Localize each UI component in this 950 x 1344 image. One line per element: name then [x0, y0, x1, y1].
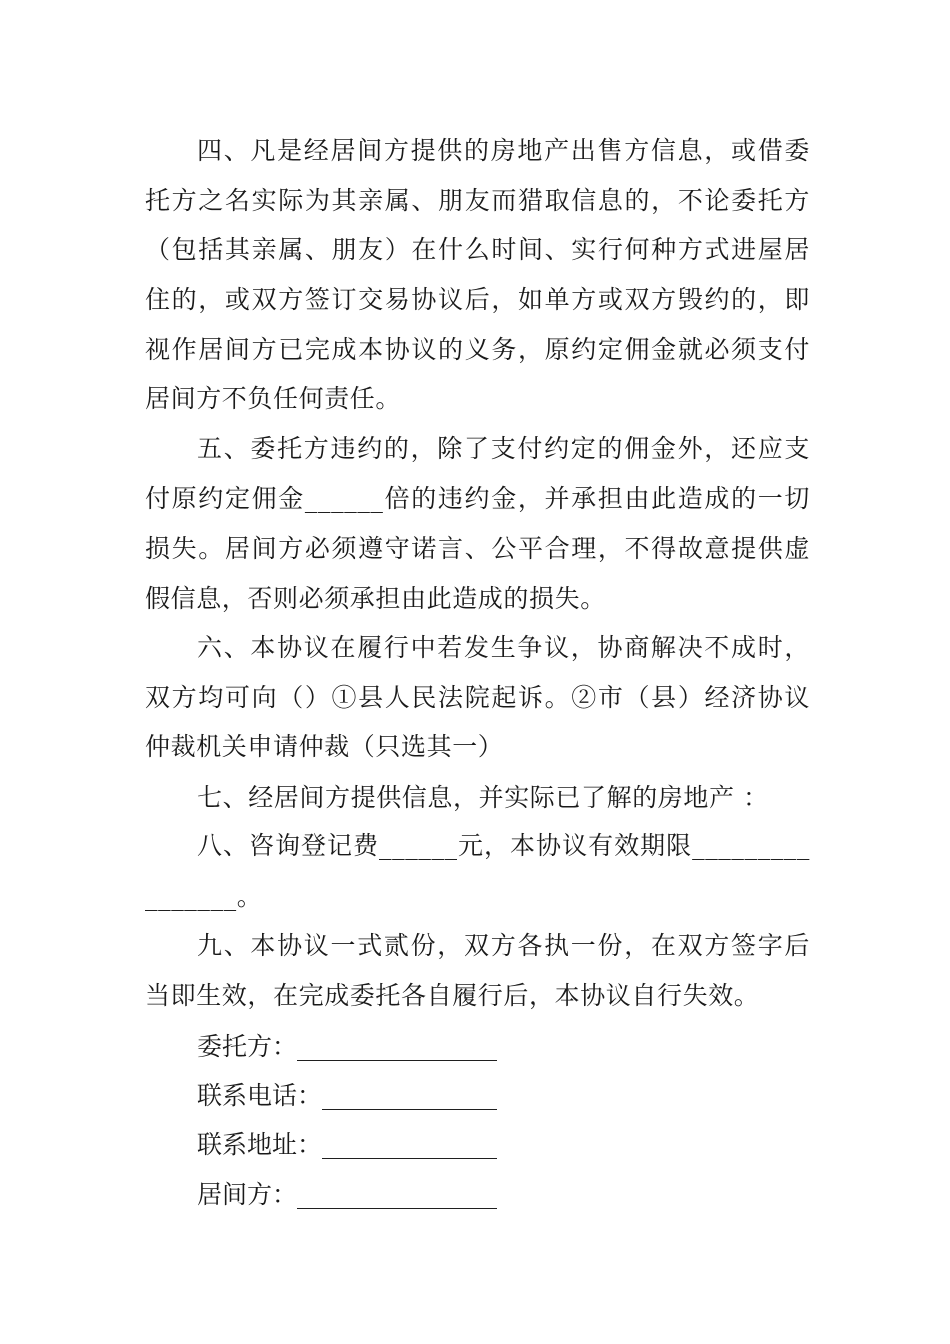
clause-4-line-3: （包括其亲属、朋友）在什么时间、实行何种方式进屋居	[145, 235, 810, 264]
clause-6-line-2: 双方均可向（）①县人民法院起诉。②市（县）经济协议	[145, 683, 810, 712]
clause-9-line-1: 九、本协议一式贰份，双方各执一份，在双方签字后	[197, 931, 810, 960]
clause-9-line-2: 当即生效，在完成委托各自履行后，本协议自行失效。	[145, 981, 760, 1010]
clause-6-line-3: 仲裁机关申请仲裁（只选其一）	[145, 732, 504, 761]
clause-4-line-4: 住的，或双方签订交易协议后，如单方或双方毁约的，即	[145, 285, 810, 314]
signature-client-line: 委托方：________________	[197, 1032, 498, 1061]
clause-6-line-1: 六、本协议在履行中若发生争议，协商解决不成时，	[197, 633, 810, 662]
clause-4-line-6: 居间方不负任何责任。	[145, 384, 402, 413]
signature-broker-line: 居间方：________________	[197, 1180, 498, 1209]
clause-8-line-1: 八、咨询登记费______元，本协议有效期限_________	[197, 831, 810, 860]
clause-8-line-2: _______。	[145, 882, 263, 911]
clause-5-line-4: 假信息，否则必须承担由此造成的损失。	[145, 584, 606, 613]
clause-4-line-1: 四、凡是经居间方提供的房地产出售方信息，或借委	[197, 136, 810, 165]
signature-address-line: 联系地址：______________	[197, 1130, 498, 1159]
signature-phone-line: 联系电话：______________	[197, 1081, 498, 1110]
clause-4-line-5: 视作居间方已完成本协议的义务，原约定佣金就必须支付	[145, 335, 810, 364]
clause-7-line-1: 七、经居间方提供信息，并实际已了解的房地产 ：	[197, 783, 769, 812]
clause-5-line-3: 损失。居间方必须遵守诺言、公平合理，不得故意提供虚	[145, 534, 810, 563]
clause-5-line-2: 付原约定佣金______倍的违约金，并承担由此造成的一切	[145, 484, 810, 513]
clause-4-line-2: 托方之名实际为其亲属、朋友而猎取信息的，不论委托方	[145, 186, 810, 215]
clause-5-line-1: 五、委托方违约的，除了支付约定的佣金外，还应支	[197, 434, 810, 463]
